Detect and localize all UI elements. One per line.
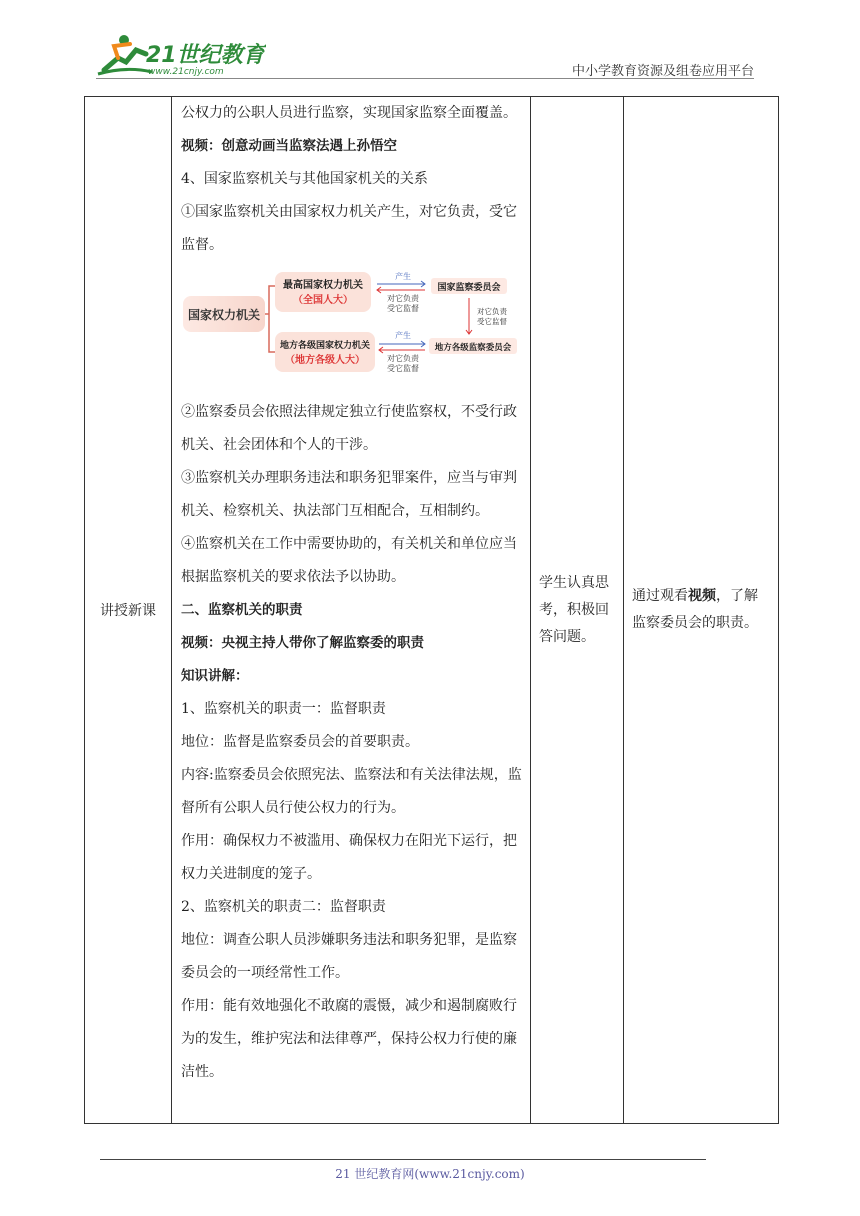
bottom-box-title: 地方各级国家权力机关 xyxy=(279,341,371,351)
teaching-content-cell xyxy=(172,97,531,1124)
table-row xyxy=(85,97,779,1124)
paragraph: ②监察委员会依照法律规定独立行使监察权，不受行政机关、社会团体和个人的干涉。 xyxy=(181,404,517,453)
report-arrow xyxy=(377,287,425,293)
top-box xyxy=(275,272,371,312)
footer-divider xyxy=(100,1159,706,1160)
report-arrow xyxy=(379,347,425,353)
paragraph: 作用：能有效地强化不敢腐的震慑，减少和遏制腐败行为的发生，维护宪法和法律尊严，保持公权力行使的廉洁性。 xyxy=(181,998,517,1080)
video-title: 视频：创意动画当监察法遇上孙悟空 xyxy=(181,138,397,154)
student-activity-cell xyxy=(531,97,624,1124)
paragraph: 内容:监察委员会依照宪法、监察法和有关法律法规，监督所有公职人员行使公权力的行为。 xyxy=(181,767,522,816)
right-top-label: 国家监察委员会 xyxy=(437,283,501,293)
logo-url: www.21cnjy.com xyxy=(148,67,224,77)
bracket-line xyxy=(265,286,275,352)
logo-title: 21世纪教育 xyxy=(146,43,265,68)
resp-label: 对它负责 xyxy=(387,354,419,363)
resp-label: 对它负责 xyxy=(387,294,419,303)
platform-name: 中小学教育资源及组卷应用平台 xyxy=(571,64,754,79)
paragraph: 地位：调查公职人员涉嫌职务违法和职务犯罪，是监察委员会的一项经常性工作。 xyxy=(181,932,517,981)
bottom-box-sub: （地方各级人大） xyxy=(285,355,365,366)
diagram-root: 国家权力机关 xyxy=(187,308,261,322)
design-purpose xyxy=(624,583,778,637)
resp-label: 受它监督 xyxy=(387,304,419,313)
page-header xyxy=(0,0,860,80)
paragraph: 2、监察机关的职责二：监督职责 xyxy=(181,899,386,915)
organ-relationship-diagram xyxy=(181,268,522,386)
knowledge-label: 知识讲解： xyxy=(181,668,249,684)
produce-label: 产生 xyxy=(395,331,411,340)
resp-label: 受它监督 xyxy=(477,317,507,326)
vertical-arrow xyxy=(466,298,472,334)
bottom-box xyxy=(275,332,375,372)
header-divider xyxy=(96,78,754,79)
resp-label: 对它负责 xyxy=(477,307,507,316)
video-title: 视频：央视主持人带你了解监察委的职责 xyxy=(181,635,424,651)
paragraph: ④监察机关在工作中需要协助的，有关机关和单位应当根据监察机关的要求依法予以协助。 xyxy=(181,536,517,585)
purpose-text: 通过观看 xyxy=(632,588,688,604)
paragraph: 作用：确保权力不被滥用、确保权力在阳光下运行，把权力关进制度的笼子。 xyxy=(181,833,517,882)
paragraph: 4、国家监察机关与其他国家机关的关系 xyxy=(181,171,428,187)
section-heading: 二、监察机关的职责 xyxy=(181,602,303,618)
runner-logo-icon xyxy=(96,32,266,78)
paragraph: ①国家监察机关由国家权力机关产生，对它负责，受它监督。 xyxy=(181,204,517,253)
right-bottom-label: 地方各级监察委员会 xyxy=(434,343,512,353)
paragraph: ③监察机关办理职务违法和职务犯罪案件，应当与审判机关、检察机关、执法部门互相配合，互相制约。 xyxy=(181,470,517,519)
site-logo xyxy=(96,32,266,78)
paragraph: 公权力的公职人员进行监察，实现国家监察全面覆盖。 xyxy=(181,105,517,121)
resp-label: 受它监督 xyxy=(387,364,419,373)
purpose-bold-text: 视频 xyxy=(688,588,716,604)
produce-arrow xyxy=(379,341,425,347)
top-box-sub: （全国人大） xyxy=(293,295,353,306)
produce-label: 产生 xyxy=(395,272,411,281)
purpose-text: ，了解监察委员会的职责。 xyxy=(632,588,758,631)
design-purpose-cell xyxy=(624,97,779,1124)
paragraph: 1、监察机关的职责一：监督职责 xyxy=(181,701,386,717)
paragraph: 地位：监督是监察委员会的首要职责。 xyxy=(181,734,419,750)
section-label: 讲授新课 xyxy=(85,97,172,1124)
lesson-table xyxy=(84,96,779,1124)
student-activity: 学生认真思考，积极回答问题。 xyxy=(539,574,609,645)
teaching-content xyxy=(172,97,530,1089)
footer-text: 21 世纪教育网(www.21cnjy.com) xyxy=(335,1167,525,1181)
top-box-title: 最高国家权力机关 xyxy=(283,280,363,291)
produce-arrow xyxy=(377,281,425,287)
